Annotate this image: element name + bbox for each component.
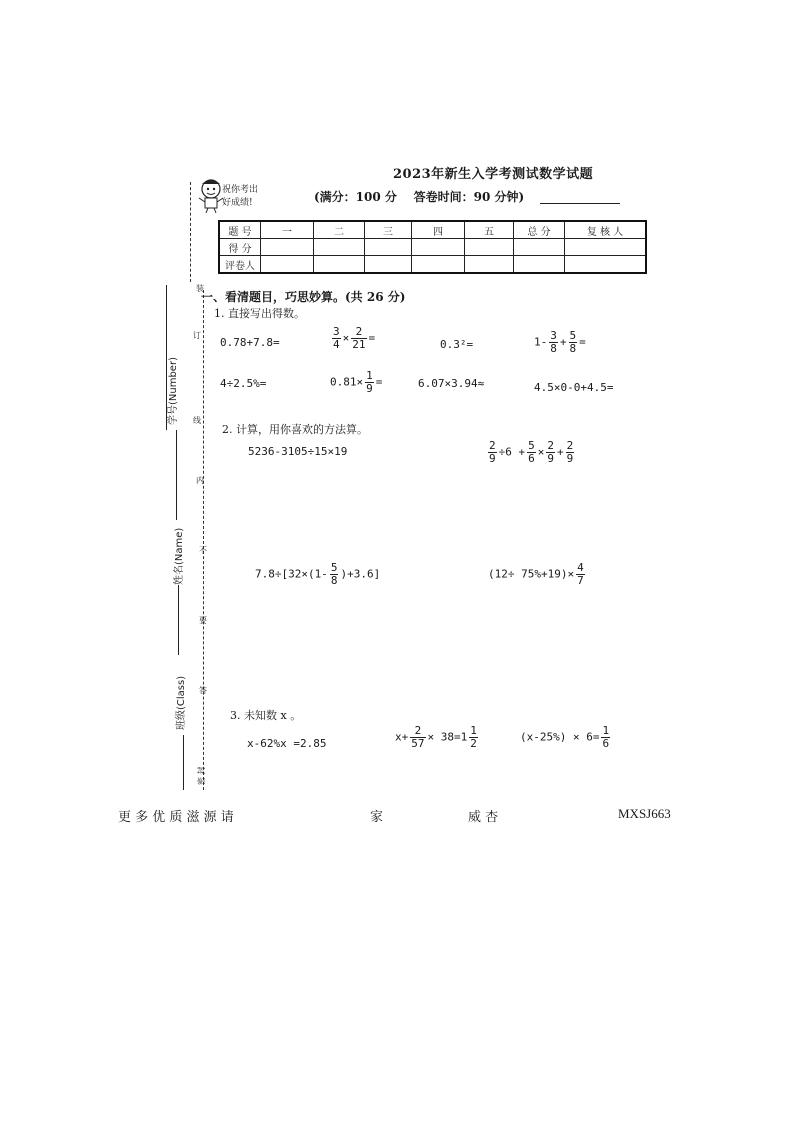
score-cell[interactable] bbox=[314, 239, 365, 256]
q1-item-e: 4÷2.5%= bbox=[220, 377, 267, 390]
score-cell[interactable] bbox=[565, 256, 647, 274]
binding-line-top bbox=[190, 182, 191, 282]
score-cell[interactable] bbox=[514, 239, 565, 256]
score-cell[interactable] bbox=[565, 239, 647, 256]
seal-char: 答 bbox=[199, 686, 207, 695]
seal-char: 内 bbox=[196, 476, 204, 485]
score-cell[interactable] bbox=[465, 256, 514, 274]
seal-char: 要 bbox=[199, 616, 207, 625]
class-label: 班级(Class) bbox=[176, 675, 187, 730]
row-label: 题 号 bbox=[219, 221, 261, 239]
q3-item-c: (x-25%) × 6= $\frac{1}{6}$ bbox=[520, 724, 610, 750]
seal-char: 线 bbox=[193, 416, 201, 425]
q1-item-h: 4.5×0-0+4.5= bbox=[534, 381, 614, 394]
q1-item-f: 0.81× $\frac{1}{9}$ = bbox=[330, 369, 383, 395]
class-field-line-2 bbox=[183, 735, 184, 790]
score-cell[interactable] bbox=[261, 256, 314, 274]
footer-char: 家 bbox=[370, 810, 384, 825]
q1-item-g: 6.07×3.94≈ bbox=[418, 377, 485, 390]
table-row bbox=[219, 239, 646, 256]
q2-item-c: 7.8÷[32×(1- $\frac{5}{8}$ )+3.6] bbox=[255, 561, 381, 587]
section-heading: 一、看清题目，巧思妙算。(共 26 分) bbox=[201, 290, 406, 304]
score-cell[interactable] bbox=[365, 256, 412, 274]
score-cell[interactable] bbox=[514, 256, 565, 274]
exam-title: 2023年新生入学考测试数学试题 bbox=[393, 167, 594, 182]
q1-item-d: 1- $\frac{3}{8}$ + $\frac{5}{8}$ = bbox=[534, 329, 586, 355]
score-cell[interactable] bbox=[465, 239, 514, 256]
score-table bbox=[218, 220, 647, 274]
column-header: 四 bbox=[412, 221, 465, 239]
score-cell[interactable] bbox=[261, 239, 314, 256]
q2-item-a: 5236-3105÷15×19 bbox=[248, 445, 348, 458]
row-label: 评卷人 bbox=[219, 256, 261, 274]
number-label: 学号(Number) bbox=[168, 357, 179, 425]
row-label: 得 分 bbox=[219, 239, 261, 256]
question-2-title: 2. 计算，用你喜欢的方法算。 bbox=[222, 423, 368, 436]
table-row bbox=[219, 256, 646, 274]
table-row bbox=[219, 221, 646, 239]
binding-line bbox=[203, 290, 204, 790]
score-cell[interactable] bbox=[412, 239, 465, 256]
q1-item-c: 0.3²= bbox=[440, 338, 474, 351]
column-header: 五 bbox=[465, 221, 514, 239]
column-header: 二 bbox=[314, 221, 365, 239]
column-header: 总 分 bbox=[514, 221, 565, 239]
question-3-title: 3. 未知数 x 。 bbox=[230, 709, 302, 722]
exam-subtitle: (满分：100 分 答卷时间：90 分钟) bbox=[314, 190, 525, 204]
seal-char: 订 bbox=[193, 331, 201, 340]
class-field-line bbox=[178, 585, 179, 655]
q2-item-d: (12÷ 75%+19)× $\frac{4}{7}$ bbox=[488, 561, 584, 587]
score-cell[interactable] bbox=[365, 239, 412, 256]
footer-promo: 更 多 优 质 滋 源 请 bbox=[118, 810, 234, 825]
q1-item-a: 0.78+7.8= bbox=[220, 336, 280, 349]
q3-item-b: x+ $\frac{2}{57}$ × 38=1 $\frac{1}{2}$ bbox=[395, 724, 477, 750]
answer-blank-line bbox=[540, 203, 620, 204]
column-header: 一 bbox=[261, 221, 314, 239]
q2-item-b: $\frac{2}{9}$ ÷6 + $\frac{5}{6}$ × $\frac{2}{9}$ + $\frac{2}{9}$ bbox=[489, 439, 574, 465]
seal-bottom: 密 封 bbox=[197, 766, 206, 785]
q3-item-a: x-62%x =2.85 bbox=[247, 737, 327, 750]
q1-item-b: $\frac{3}{4}$ × $\frac{2}{21}$ = bbox=[333, 325, 376, 351]
seal-char: 装 bbox=[196, 284, 204, 293]
question-1-title: 1. 直接写出得数。 bbox=[214, 307, 305, 320]
wish-text: 祝你考出 好成绩! bbox=[222, 185, 259, 208]
footer-code: MXSJ663 bbox=[618, 806, 671, 821]
column-header: 三 bbox=[365, 221, 412, 239]
name-field-line bbox=[176, 430, 177, 520]
footer-char: 威 杏 bbox=[468, 810, 499, 825]
score-cell[interactable] bbox=[314, 256, 365, 274]
name-label: 姓名(Name) bbox=[174, 527, 185, 585]
seal-char: 不 bbox=[199, 546, 207, 555]
score-cell[interactable] bbox=[412, 256, 465, 274]
column-header: 复 核 人 bbox=[565, 221, 647, 239]
